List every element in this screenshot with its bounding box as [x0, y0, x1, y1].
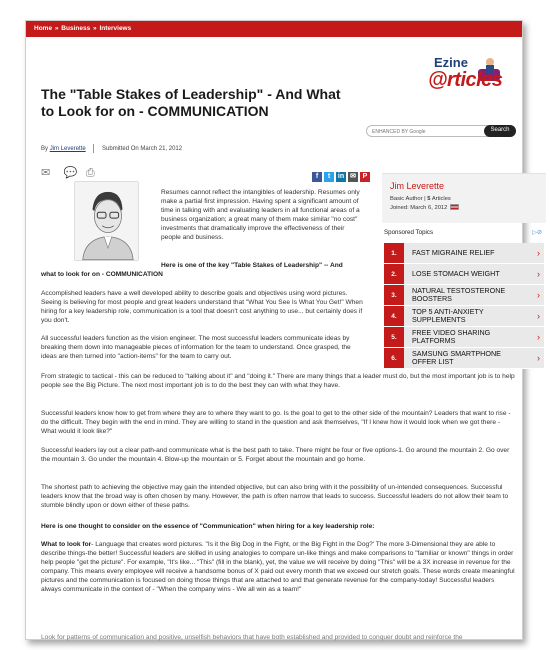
- email-share-icon[interactable]: ✉: [348, 172, 358, 182]
- article-paragraph: Successful leaders lay out a clear path-and communicate what is the best path to take. There might be four or five options-1. Go around the mountain 2. Go over the mountain 3. Go under the mountain 4. Blow-up the mountain or 5. Forget about the mountain and go home.: [41, 447, 510, 463]
- sponsored-topics: [384, 229, 544, 369]
- article-paragraph: Accomplished leaders have a well developed ability to describe goals and objectives using word pictures. Seeing is believing for most people and great leaders understand that "What You See Is What You Get!" When hiring for a key leadership role, communication is a tool that doesn't cost anything to use... but certainly does if you don't.: [41, 290, 363, 324]
- us-flag-icon: [450, 204, 459, 210]
- breadcrumb-home[interactable]: Home: [34, 25, 53, 32]
- author-box-meta: Basic Author | 5 Articles Joined: March 6, 2012: [390, 195, 538, 213]
- article-paragraph: All successful leaders function as the vision engineer. The most successful leaders communicate ideas by breaking them down into manageable pieces of information for the team to understand. Once grasped, the ideas are then turned into "action-items" for the team to carry out.: [41, 335, 351, 360]
- chevron-right-icon: ›: [537, 332, 540, 342]
- sponsored-item[interactable]: 4. TOP 5 ANTI-ANXIETY SUPPLEMENTS ›: [384, 306, 544, 327]
- logo-articles-text: @rticles: [428, 69, 503, 91]
- search-input[interactable]: [366, 125, 516, 137]
- logo-ezine-text: Ezine: [434, 55, 468, 70]
- search-button[interactable]: Search: [484, 125, 516, 137]
- sponsored-item[interactable]: 5. FREE VIDEO SHARING PLATFORMS ›: [384, 327, 544, 348]
- article-subheading: Here is one thought to consider on the essence of "Communication" when hiring for a key leadership role:: [41, 523, 375, 530]
- article-paragraph: What to look for- Language that creates word pictures. "Is it the Big Dog in the Fight, or the Big Fight in the Dog?' The more 3-Dimensional they are able to describe things-the better! Successful leaders are skilled in using analogies to compare un-like things and make comparisons to "familiar or known" things in order help people "get the picture". For example, "It's like... "This" (fill in the blank), yet, the value we will receive by doing "This" will be a 3X increase in revenue for the company. This means every employee will receive a handsome bonus of X paid out every month that we exceed our stretch goals. These words create meaningful pictures and the communication is focused on doing those things that are attached to and that generate revenue for the company-today! Successful leaders always communicate in the context of - "When the company wins - We all win as a team!": [41, 541, 515, 593]
- article-paragraph: The shortest path to achieving the objective may gain the intended objective, but can also bring with it the possibility of un-intended consequences. Successful leaders know that the broad way is often chosen by many. However, the path is often narrow that leads to success. Successful leaders do not allow their team to stumble blindly upon or down either of these paths.: [41, 484, 509, 509]
- print-icon[interactable]: ⎙: [85, 167, 95, 179]
- article-intro: Resumes cannot reflect the intangibles of leadership. Resumes only make a partial first impression. Having spent a significant amount of time in talking with and evaluating leaders in all functional areas of a business organization; a great many of them make similar "no cost" investments that dramatically improve the effectiveness of their people and business.: [161, 189, 360, 241]
- sponsored-title: Sponsored Topics: [384, 229, 434, 236]
- comment-icon[interactable]: 💬: [63, 167, 78, 179]
- article-actions: [41, 163, 104, 181]
- facebook-icon[interactable]: f: [312, 172, 322, 182]
- article-paragraph: From strategic to tactical - this can be reduced to "talking about it" and "doing it." There are many things that a leader must do, but the most important job is to help people see the Big Picture. The next most important job is to do the best they can with what they have.: [41, 373, 515, 389]
- key-heading: Here is one of the key "Table Stakes of Leadership" -- And what to look for on - COMMUNICATION: [41, 262, 343, 278]
- search-placeholder: ENHANCED BY Google: [372, 129, 426, 135]
- author-box: [382, 173, 546, 223]
- adchoices-icon[interactable]: ▷⊘: [532, 230, 542, 236]
- sponsored-item[interactable]: 2. LOSE STOMACH WEIGHT ›: [384, 264, 544, 285]
- breadcrumb-business[interactable]: Business: [61, 25, 91, 32]
- article-paragraph: Look for patterns of communication and positive, unselfish behaviors that have both established and provided to conquer doubt and reinforce the: [41, 634, 463, 641]
- author-photo: [74, 181, 139, 261]
- ezinearticles-logo[interactable]: [406, 55, 516, 107]
- breadcrumb-interviews[interactable]: Interviews: [99, 25, 132, 32]
- author-box-name[interactable]: Jim Leverette: [390, 181, 445, 191]
- share-buttons: [312, 165, 372, 183]
- email-icon[interactable]: ✉: [41, 167, 51, 179]
- breadcrumb: Home » Business » Interviews: [26, 21, 522, 37]
- linkedin-icon[interactable]: in: [337, 173, 345, 180]
- chevron-right-icon: ›: [537, 353, 540, 363]
- article-paragraph: Successful leaders know how to get from where they are to where they want to go. Is the goal to get to the other side of the mountain? Leaders that want to rise - do the difficult. They begin with the end in mind. They are willing to stand in the question and ask themselves, "If I knew how it would look when we got there - What would it look like?": [41, 410, 511, 435]
- pinterest-icon[interactable]: P: [360, 172, 370, 182]
- submitted-date: Submitted On March 21, 2012: [102, 146, 183, 153]
- chevron-right-icon: ›: [537, 311, 540, 321]
- chevron-right-icon: ›: [537, 290, 540, 300]
- author-link[interactable]: Jim Leverette: [49, 146, 86, 153]
- sponsored-item[interactable]: 6. SAMSUNG SMARTPHONE OFFER LIST ›: [384, 348, 544, 369]
- page-frame: [25, 20, 542, 641]
- chevron-right-icon: ›: [537, 248, 540, 258]
- article-title: The "Table Stakes of Leadership" - And What to Look for on - COMMUNICATION: [41, 86, 341, 119]
- sponsored-item[interactable]: 3. NATURAL TESTOSTERONE BOOSTERS ›: [384, 285, 544, 306]
- byline: By Jim Leverette Submitted On March 21, 2012: [41, 144, 182, 153]
- twitter-icon[interactable]: t: [324, 172, 334, 182]
- divider: [93, 144, 94, 153]
- chevron-right-icon: ›: [537, 269, 540, 279]
- sponsored-item[interactable]: 1. FAST MIGRAINE RELIEF ›: [384, 243, 544, 264]
